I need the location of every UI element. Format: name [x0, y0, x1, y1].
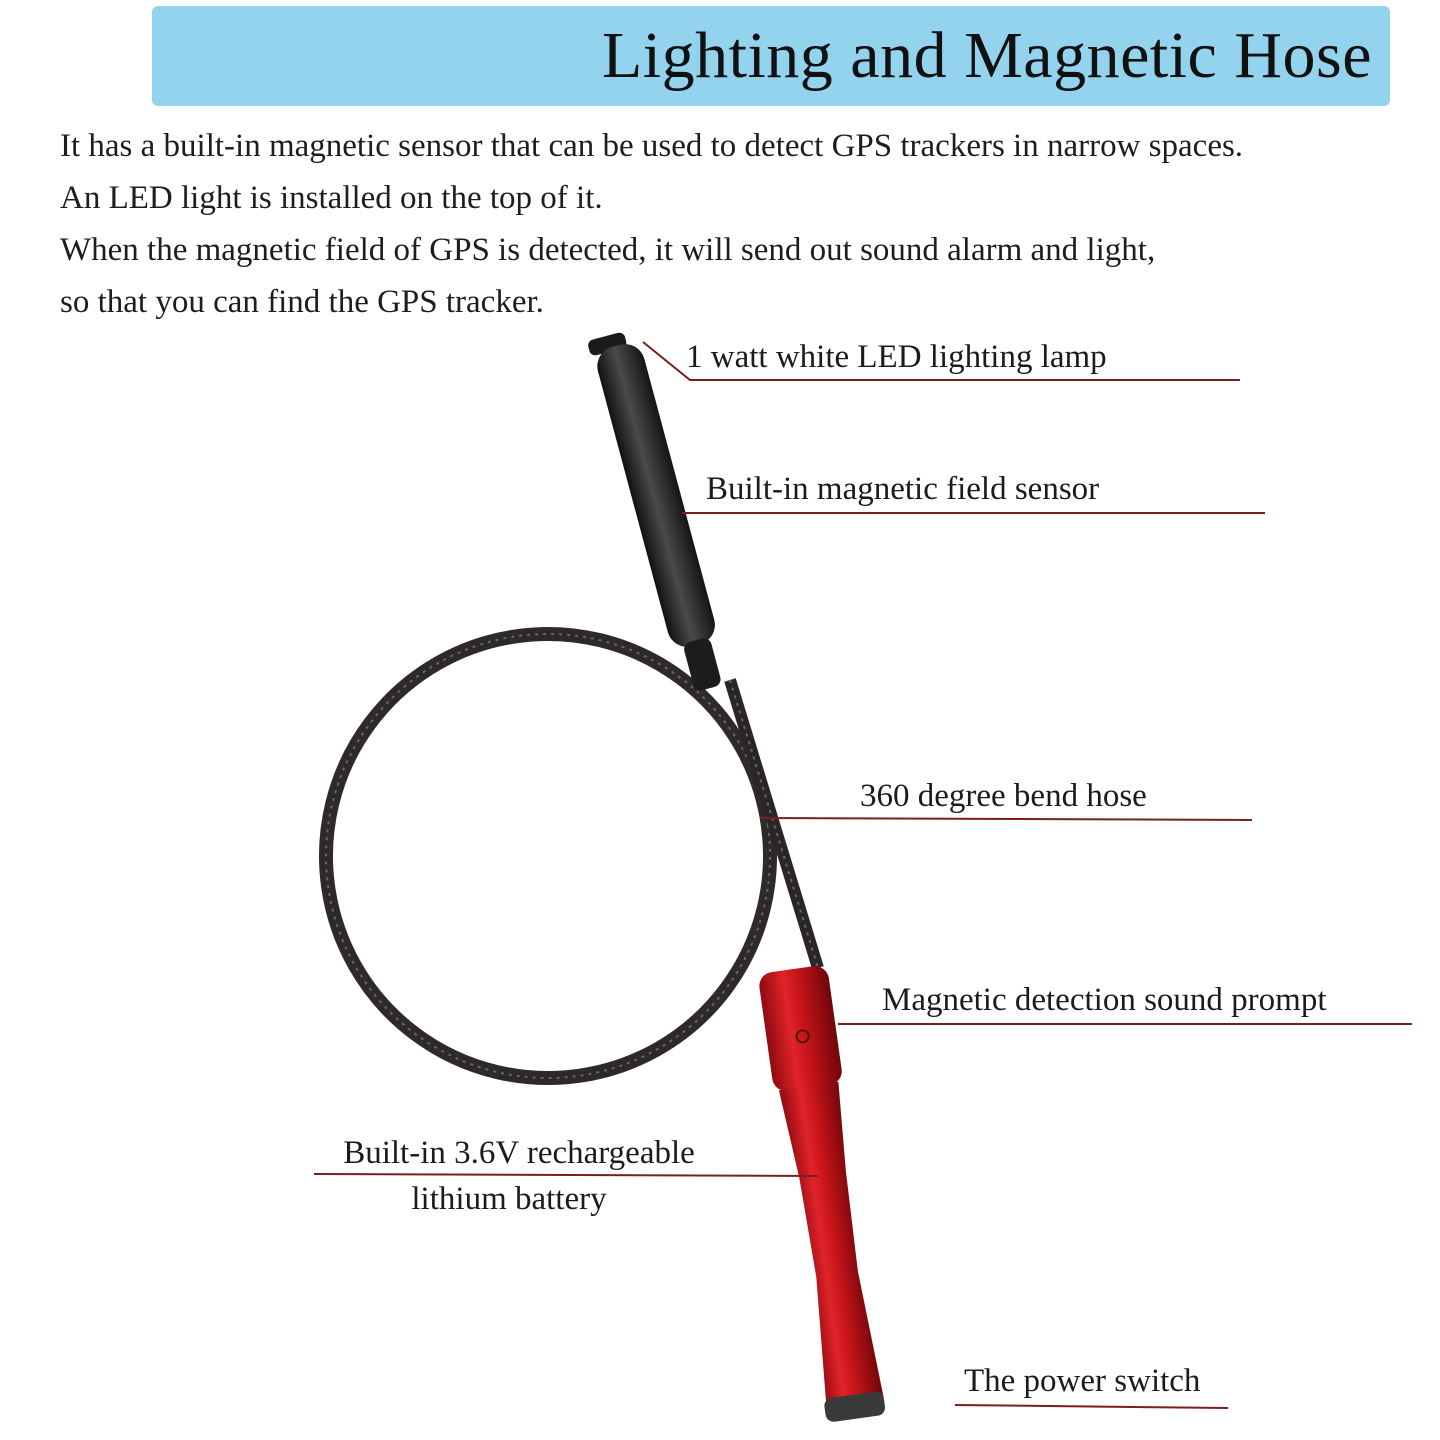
intro-line: When the magnetic field of GPS is detected, it will send out sound alarm and light,: [60, 232, 1156, 268]
callout-sound-prompt: Magnetic detection sound prompt: [882, 982, 1327, 1018]
callout-battery: [314, 1130, 724, 1222]
callout-power-switch: The power switch: [964, 1363, 1201, 1399]
intro-line: It has a built-in magnetic sensor that can be used to detect GPS trackers in narrow spaces.: [60, 128, 1244, 164]
callout-battery-line1: Built-in 3.6V rechargeable: [343, 1135, 695, 1171]
intro-line: so that you can find the GPS tracker.: [60, 284, 544, 320]
hose-straight: [730, 680, 818, 968]
intro-line: An LED light is installed on the top of it.: [60, 180, 603, 216]
red-handle: [758, 964, 891, 1423]
page-title: Lighting and Magnetic Hose: [601, 19, 1372, 92]
callout-led-lamp: 1 watt white LED lighting lamp: [686, 339, 1107, 375]
callout-battery-line2: lithium battery: [411, 1181, 607, 1217]
callout-bend-hose: 360 degree bend hose: [860, 778, 1147, 814]
callout-magnetic-sensor: Built-in magnetic field sensor: [706, 471, 1100, 507]
leader-bend-hose: [760, 818, 1252, 820]
hose-loop: [297, 605, 798, 1106]
leader-power-switch: [955, 1405, 1228, 1408]
